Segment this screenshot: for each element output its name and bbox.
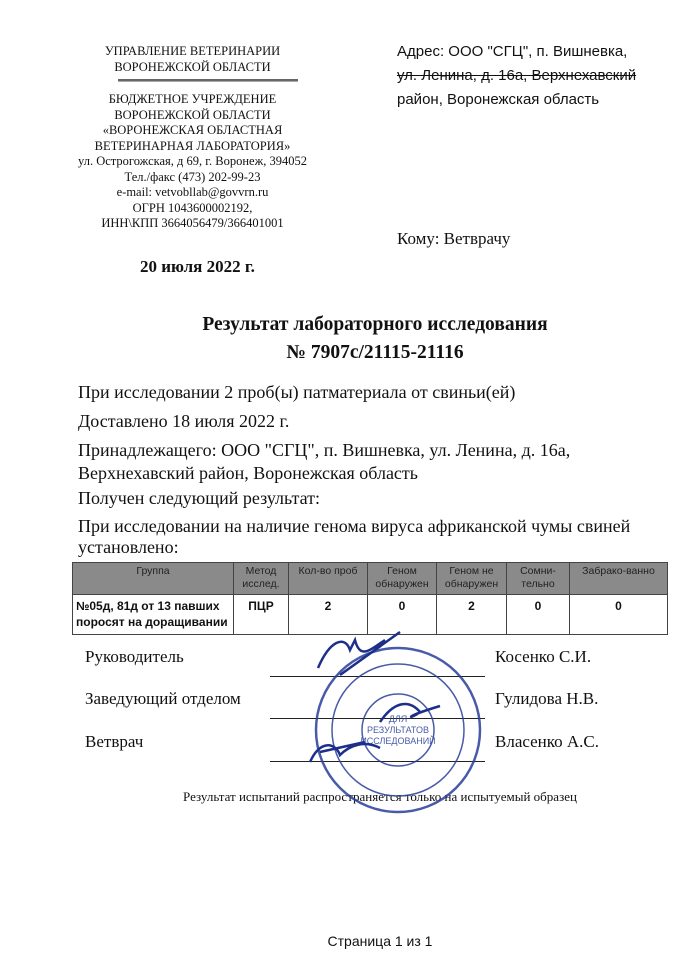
signature-line (270, 718, 485, 719)
signature-role: Ветврач (85, 732, 144, 751)
disclaimer-note: Результат испытаний распространяется только на испытуемый образец (183, 789, 577, 804)
institution-ogrn: ОГРН 1043600002192, (132, 200, 253, 215)
address-line: район, Воронежская область (397, 91, 600, 108)
title-line: Результат лабораторного исследования (202, 314, 548, 335)
authority-name (70, 44, 315, 75)
column-header: Группа (73, 563, 234, 595)
svg-text:РЕЗУЛЬТАТОВ: РЕЗУЛЬТАТОВ (366, 725, 430, 735)
page-title (80, 311, 670, 367)
institution-inn: ИНН\КПП 3664056479/366401001 (101, 216, 284, 230)
signatory-name: Гулидова Н.В. (495, 689, 599, 708)
cell-sample-count: 2 (289, 595, 368, 635)
column-header: Сомни-тельно (507, 563, 570, 595)
cell-method: ПЦР (234, 595, 289, 635)
signature-line (270, 761, 485, 762)
column-header: Кол-во проб (289, 563, 368, 595)
signatory-name: Власенко А.С. (495, 732, 600, 751)
institution-line: ВЕТЕРИНАРНАЯ ЛАБОРАТОРИЯ» (94, 138, 291, 153)
institution-line: ВОРОНЕЖСКОЙ ОБЛАСТИ (114, 107, 271, 122)
samples-text: При исследовании 2 проб(ы) патматериала от свиньи(ей) (78, 382, 516, 402)
client-address (397, 40, 687, 112)
signature-line (270, 676, 485, 677)
institution-line: БЮДЖЕТНОЕ УЧРЕЖДЕНИЕ (108, 92, 277, 106)
results-table (72, 562, 668, 635)
svg-text:ИССЛЕДОВАНИЙ: ИССЛЕДОВАНИЙ (360, 736, 436, 746)
institution-address: ул. Острогожская, д 69, г. Воронеж, 394052 (78, 154, 307, 168)
signature-role: Руководитель (85, 647, 184, 666)
table-header-row (73, 563, 668, 595)
cell-genome-detected: 0 (368, 595, 437, 635)
cell-doubtful: 0 (507, 595, 570, 635)
result-intro: Получен следующий результат: (78, 488, 321, 508)
report-number: № 7907с/21115-21116 (286, 342, 464, 363)
owner-text: Принадлежащего: ООО "СГЦ", п. Вишневка, ул. Ленина, д. 16а, Верхнехавский район, Воронежская область (78, 440, 571, 483)
column-header: Забрако-ванно (570, 563, 668, 595)
signatory-name: Косенко С.И. (495, 647, 592, 666)
institution-email: e-mail: vetvobllab@govvrn.ru (116, 185, 269, 199)
institution-line: «ВОРОНЕЖСКАЯ ОБЛАСТНАЯ (102, 123, 283, 137)
page-number: Страница 1 из 1 (327, 933, 433, 949)
handwritten-signatures (310, 632, 440, 762)
column-header: Геном обнаружен (368, 563, 437, 595)
column-header: Геном не обнаружен (437, 563, 507, 595)
address-line: ул. Ленина, д. 16а, Верхнехавский (397, 67, 637, 84)
column-header: Метод исслед. (234, 563, 289, 595)
cell-rejected: 0 (570, 595, 668, 635)
header-divider (118, 79, 298, 82)
institution-phone: Тел./факс (473) 202-99-23 (124, 169, 261, 184)
svg-text:ДЛЯ: ДЛЯ (388, 714, 408, 724)
table-row (73, 595, 668, 635)
authority-line: ВОРОНЕЖСКОЙ ОБЛАСТИ (114, 59, 271, 74)
authority-line: УПРАВЛЕНИЕ ВЕТЕРИНАРИИ (104, 44, 281, 58)
cell-genome-not-detected: 2 (437, 595, 507, 635)
official-stamp (316, 648, 480, 812)
cell-group: №05д, 81д от 13 павших поросят на доращивании (73, 595, 234, 635)
signature-role: Заведующий отделом (85, 689, 241, 708)
institution-block (70, 92, 315, 232)
recipient: Кому: Ветврачу (397, 229, 511, 248)
address-line: Адрес: ООО "СГЦ", п. Вишневка, (397, 43, 628, 60)
delivered-text: Доставлено 18 июля 2022 г. (78, 411, 290, 431)
result-statement: При исследовании на наличие генома вируса африканской чумы свиней установлено: (78, 516, 631, 557)
document-date: 20 июля 2022 г. (140, 257, 255, 276)
